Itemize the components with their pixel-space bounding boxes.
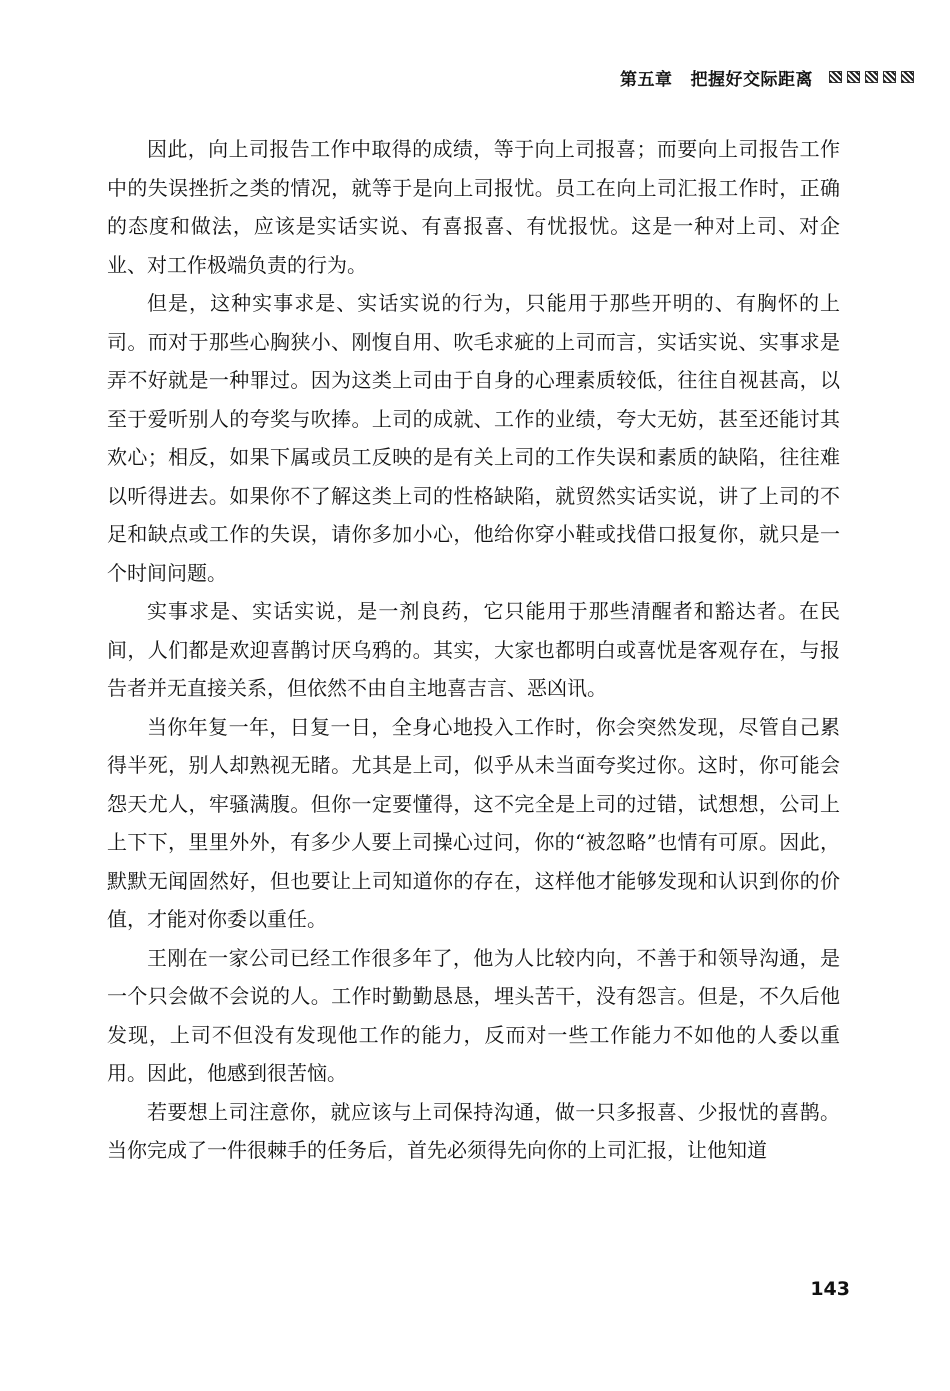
header-ornament-icon <box>829 71 914 83</box>
running-header <box>620 63 914 91</box>
paragraph: 但是，这种实事求是、实话实说的行为，只能用于那些开明的、有胸怀的上司。而对于那些心胸狭小、刚愎自用、吹毛求疵的上司而言，实话实说、实事求是弄不好就是一种罪过。因为这类上司由于自身的心理素质较低，往往自视甚高，以至于爱听别人的夸奖与吹捧。上司的成就、工作的业绩，夸大无妨，甚至还能讨其欢心；相反，如果下属或员工反映的是有关上司的工作失误和素质的缺陷，往往难以听得进去。如果你不了解这类上司的性格缺陷，就贸然实话实说，讲了上司的不足和缺点或工作的失误，请你多加小心，他给你穿小鞋或找借口报复你，就只是一个时间问题。 <box>107 291 840 585</box>
body-text <box>107 130 840 1170</box>
chapter-title: 把握好交际距离 <box>690 69 813 90</box>
paragraph: 实事求是、实话实说，是一剂良药，它只能用于那些清醒者和豁达者。在民间，人们都是欢迎喜鹊讨厌乌鸦的。其实，大家也都明白或喜忧是客观存在，与报告者并无直接关系，但依然不由自主地喜吉言、恶凶讯。 <box>107 599 840 700</box>
page-number: 143 <box>810 1278 850 1300</box>
paragraph: 因此，向上司报告工作中取得的成绩，等于向上司报喜；而要向上司报告工作中的失误挫折之类的情况，就等于是向上司报忧。员工在向上司汇报工作时，正确的态度和做法，应该是实话实说、有喜报喜、有忧报忧。这是一种对上司、对企业、对工作极端负责的行为。 <box>107 137 840 277</box>
paragraph: 若要想上司注意你，就应该与上司保持沟通，做一只多报喜、少报忧的喜鹊。当你完成了一件很棘手的任务后，首先必须得先向你的上司汇报，让他知道 <box>107 1099 840 1162</box>
paragraph: 王刚在一家公司已经工作很多年了，他为人比较内向，不善于和领导沟通，是一个只会做不会说的人。工作时勤勤恳恳，埋头苦干，没有怨言。但是，不久后他发现，上司不但没有发现他工作的能力，反而对一些工作能力不如他的人委以重用。因此，他感到很苦恼。 <box>107 945 840 1085</box>
chapter-label: 第五章 <box>620 69 673 90</box>
paragraph: 当你年复一年，日复一日，全身心地投入工作时，你会突然发现，尽管自己累得半死，别人却熟视无睹。尤其是上司，似乎从未当面夸奖过你。这时，你可能会怨天尤人，牢骚满腹。但你一定要懂得，这不完全是上司的过错，试想想，公司上上下下，里里外外，有多少人要上司操心过问，你的“被忽略”也情有可原。因此，默默无闻固然好，但也要让上司知道你的存在，这样他才能够发现和认识到你的价值，才能对你委以重任。 <box>107 714 840 931</box>
